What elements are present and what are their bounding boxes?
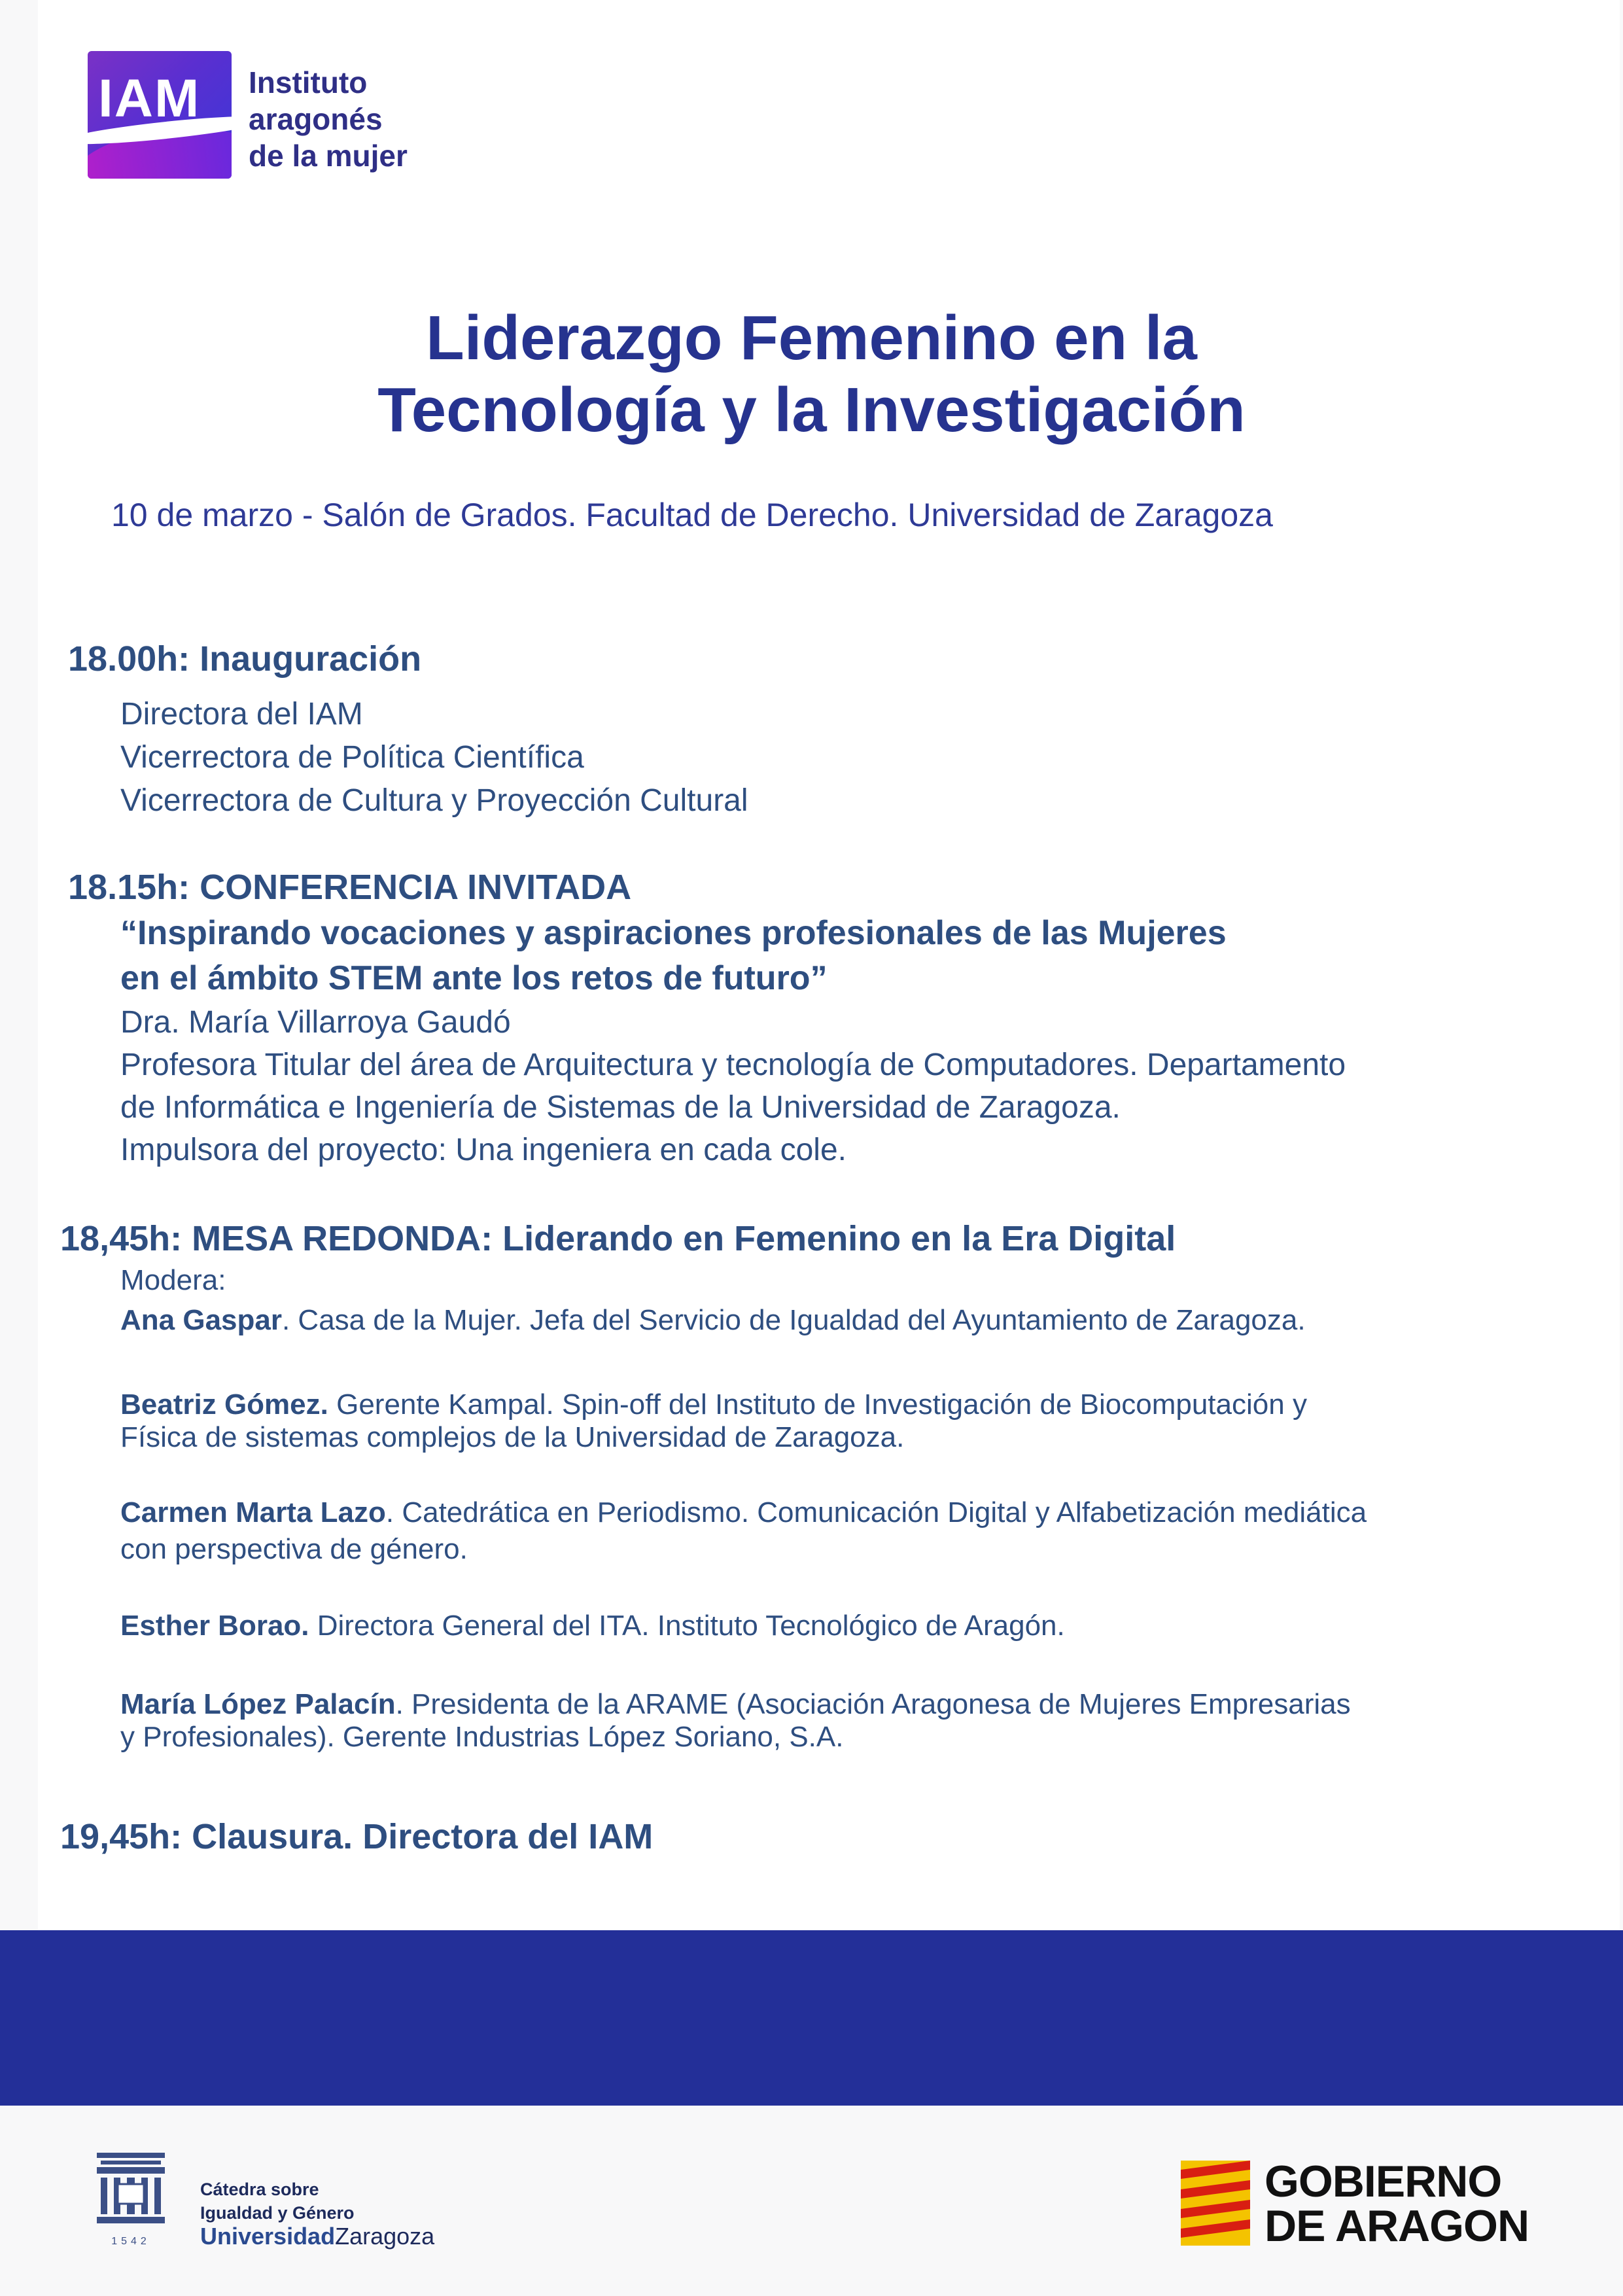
inauguracion-item: Vicerrectora de Cultura y Proyección Cultural (120, 783, 748, 818)
participant-esther-borao: Esther Borao. Directora General del ITA. Instituto Tecnológico de Aragón. (120, 1610, 1065, 1642)
university-building-icon (92, 2151, 170, 2250)
conferencia-quote: “Inspirando vocaciones y aspiraciones profesionales de las Mujeres (120, 914, 1227, 952)
participant-name: Ana Gaspar (120, 1304, 282, 1336)
page-title-line-1: Liderazgo Femenino en la (426, 303, 1197, 373)
iam-logo-text: Instituto aragonés de la mujer (249, 65, 408, 173)
participant-detail: y Profesionales). Gerente Industrias López Soriano, S.A. (120, 1721, 844, 1753)
conferencia-description: Profesora Titular del área de Arquitectura y tecnología de Computadores. Departamento (120, 1048, 1346, 1082)
aragon-flag-icon (1181, 2161, 1250, 2246)
participant-beatriz-gomez: Beatriz Gómez. Gerente Kampal. Spin-off del Instituto de Investigación de Biocomputación y (120, 1388, 1307, 1421)
conferencia-description: Impulsora del proyecto: Una ingeniera en cada cole. (120, 1133, 846, 1167)
mesa-redonda-heading: 18,45h: MESA REDONDA: Liderando en Femenino en la Era Digital (60, 1219, 1176, 1258)
moderator-label: Modera: (120, 1264, 226, 1296)
inauguracion-heading: 18.00h: Inauguración (68, 639, 422, 679)
conferencia-quote: en el ámbito STEM ante los retos de futuro” (120, 959, 828, 997)
iam-logo-mark (88, 51, 232, 179)
universidad-zaragoza-text: Cátedra sobre Igualdad y Género UniversidadZaragoza (200, 2180, 435, 2250)
participant-name: Beatriz Gómez. (120, 1388, 328, 1421)
conferencia-heading: 18.15h: CONFERENCIA INVITADA (68, 868, 632, 907)
inauguracion-item: Directora del IAM (120, 697, 363, 732)
participant-carmen-marta-lazo: Carmen Marta Lazo. Catedrática en Periodismo. Comunicación Digital y Alfabetización mediática (120, 1496, 1367, 1528)
universidad-zaragoza-logo (92, 2140, 471, 2257)
participant-maria-lopez-palacin: María López Palacín. Presidenta de la ARAME (Asociación Aragonesa de Mujeres Empresarias (120, 1688, 1351, 1720)
gobierno-de-aragon-logo (1181, 2159, 1547, 2251)
iam-logo-letters: IAM (98, 69, 201, 128)
participant-detail: Física de sistemas complejos de la Universidad de Zaragoza. (120, 1421, 905, 1453)
footer-band (0, 1930, 1623, 2106)
event-subtitle: 10 de marzo - Salón de Grados. Facultad de Derecho. Universidad de Zaragoza (111, 497, 1273, 533)
participant-ana-gaspar: Ana Gaspar. Casa de la Mujer. Jefa del Servicio de Igualdad del Ayuntamiento de Zaragoza. (120, 1304, 1306, 1336)
clausura-heading: 19,45h: Clausura. Directora del IAM (60, 1817, 654, 1856)
participant-name: María López Palacín (120, 1688, 396, 1720)
participant-name: Carmen Marta Lazo (120, 1496, 386, 1528)
svg-text:1542: 1542 (111, 2236, 150, 2247)
conferencia-speaker: Dra. María Villarroya Gaudó (120, 1005, 511, 1040)
participant-detail: con perspectiva de género. (120, 1533, 468, 1565)
page-title-line-2: Tecnología y la Investigación (377, 375, 1246, 445)
participant-name: Esther Borao. (120, 1610, 309, 1642)
inauguracion-item: Vicerrectora de Política Científica (120, 740, 584, 775)
conferencia-description: de Informática e Ingeniería de Sistemas de la Universidad de Zaragoza. (120, 1090, 1121, 1125)
iam-logo (77, 39, 444, 190)
gobierno-de-aragon-text: GOBIERNO DE ARAGON (1265, 2157, 1529, 2251)
